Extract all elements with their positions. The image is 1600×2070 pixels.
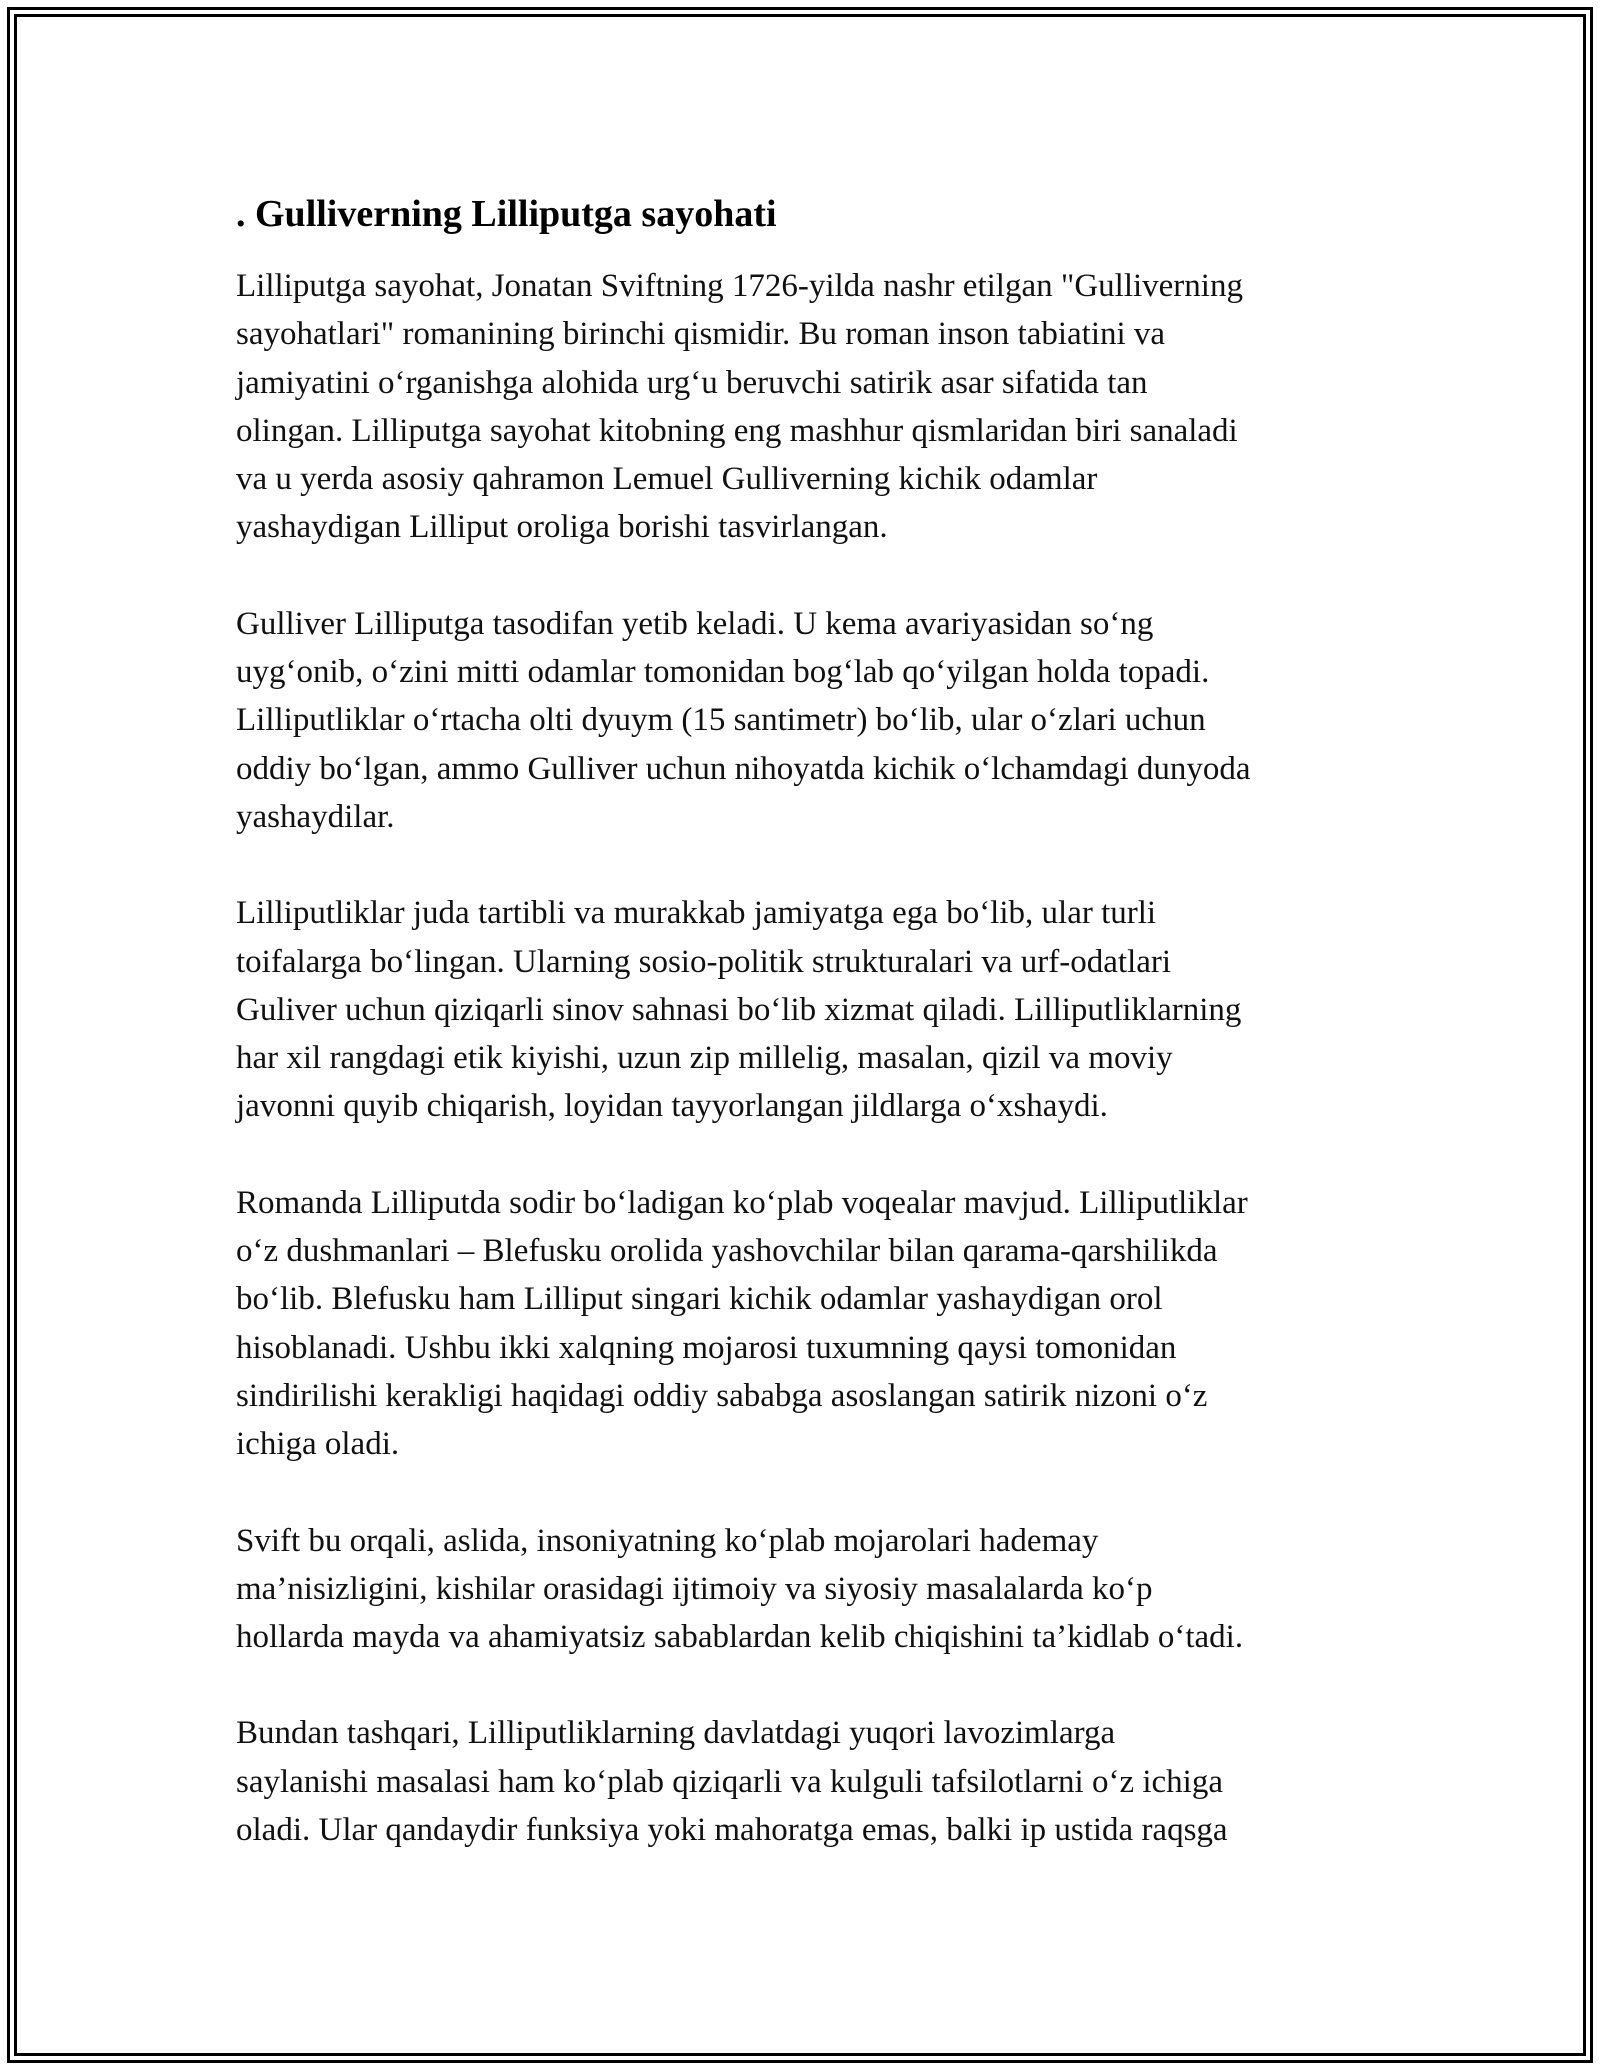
- paragraph-4: Romanda Lilliputda sodir bo‘ladigan ko‘plab voqealar mavjud. Lilliputliklar o‘z dushmanlari – Blefusku orolida yashovchilar bilan qarama-qarshilikda bo‘lib. Blefusku ham Lilliput singari kichik odamlar yashaydigan orol hisoblanadi. Ushbu ikki xalqning mojarosi tuxumning qaysi tomonidan sindirilishi kerakligi haqidagi oddiy sababga asoslangan satirik nizoni o‘z ichiga oladi.: [236, 1184, 1248, 1463]
- paragraph-1: Lilliputga sayohat, Jonatan Sviftning 1726-yilda nashr etilgan "Gulliverning sayohatlari" romanining birinchi qismidir. Bu roman inson tabiatini va jamiyatini o‘rganishga alohida urg‘u beruvchi satirik asar sifatida tan olingan. Lilliputga sayohat kitobning eng mashhur qismlaridan biri sanaladi va u yerda asosiy qahramon Lemuel Gulliverning kichik odamlar yashaydigan Lilliput oroliga borishi tasvirlangan.: [236, 268, 1243, 546]
- paragraph-5: Svift bu orqali, aslida, insoniyatning ko‘plab mojarolari hademay ma’nisizligini, kishilar orasidagi ijtimoiy va siyosiy masalalarda ko‘p hollarda mayda va ahamiyatsiz sabablardan kelib chiqishini ta’kidlab o‘tadi.: [236, 1522, 1244, 1656]
- paragraph-3: Lilliputliklar juda tartibli va murakkab jamiyatga ega bo‘lib, ular turli toifalarga bo‘lingan. Ularning sosio-politik strukturalari va urf-odatlari Guliver uchun qiziqarli sinov sahnasi bo‘lib xizmat qiladi. Lilliputliklarning har xil rangdagi etik kiyishi, uzun zip millelig, masalan, qizil va moviy javonni quyib chiqarish, loyidan tayyorlangan jildlarga o‘xshaydi.: [236, 895, 1242, 1125]
- paragraph-2: Gulliver Lilliputga tasodifan yetib keladi. U kema avariyasidan so‘ng uyg‘onib, o‘zini mitti odamlar tomonidan bog‘lab qo‘yilgan holda topadi. Lilliputliklar o‘rtacha olti dyuym (15 santimetr) bo‘lib, ular o‘zlari uchun oddiy bo‘lgan, ammo Gulliver uchun nihoyatda kichik o‘lchamdagi dunyoda yashaydilar.: [236, 605, 1251, 835]
- document-title: . Gulliverning Lilliputga sayohati: [236, 193, 777, 235]
- paragraph-6: Bundan tashqari, Lilliputliklarning davlatdagi yuqori lavozimlarga saylanishi masalasi ham ko‘plab qiziqarli va kulguli tafsilotlarni o‘z ichiga oladi. Ular qandaydir funksiya yoki mahoratga emas, balki ip ustida raqsga: [236, 1715, 1228, 1849]
- document-body: [236, 186, 1376, 1902]
